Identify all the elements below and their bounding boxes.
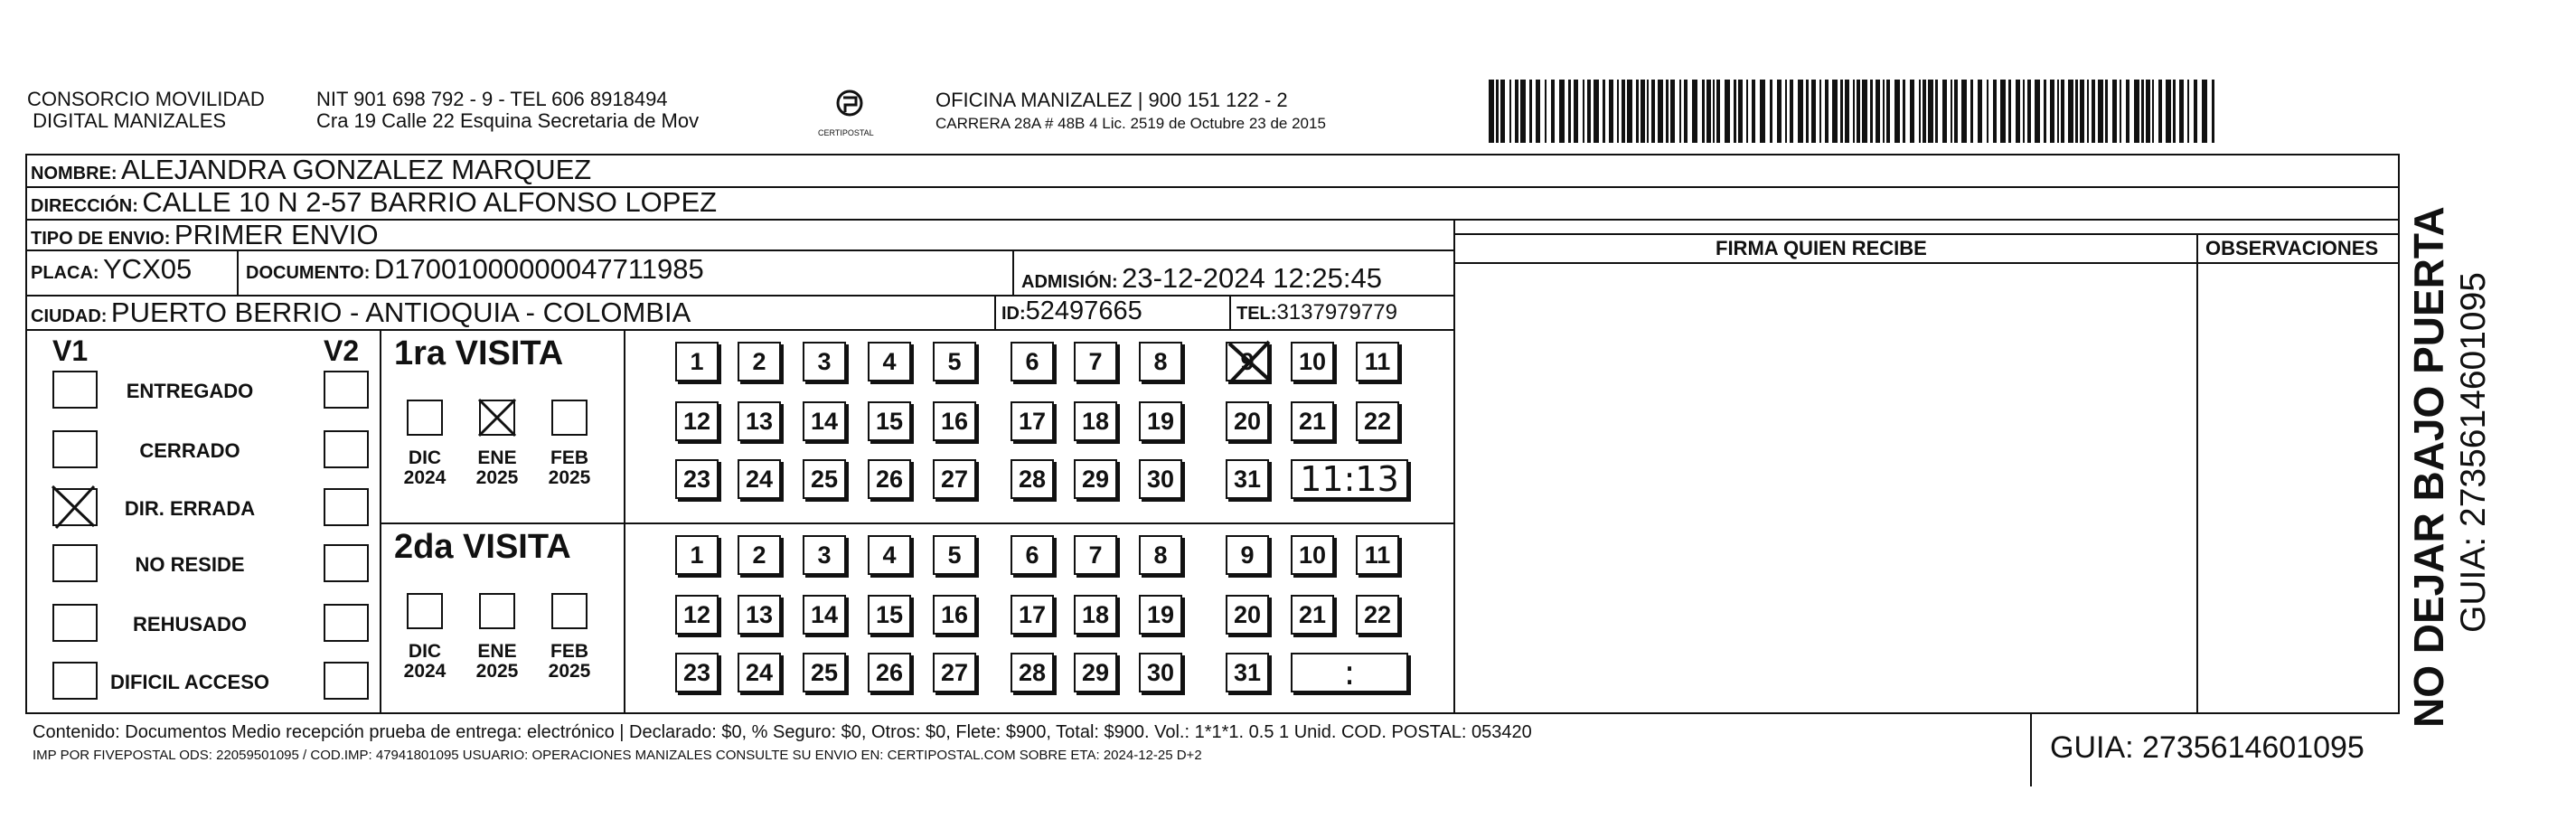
- rule: [25, 329, 1453, 331]
- day-box[interactable]: 19: [1139, 595, 1182, 635]
- day-box[interactable]: 16: [933, 401, 976, 441]
- id-field: [1001, 298, 1142, 325]
- barcode-bar: [1520, 80, 1526, 143]
- barcode-bar: [1894, 80, 1900, 143]
- barcode-bar: [2008, 80, 2011, 143]
- admision-field: [1021, 264, 1382, 292]
- barcode-bar: [1627, 80, 1632, 143]
- side-guia: GUIA: 2735614601095: [2454, 272, 2493, 633]
- status-label: NO RESIDE: [135, 553, 245, 576]
- placa-value: YCX05: [103, 253, 193, 285]
- barcode-bar: [1725, 80, 1730, 143]
- tipo-label: TIPO DE ENVIO:: [31, 229, 171, 249]
- barcode-bar: [1568, 80, 1571, 143]
- day-box[interactable]: 3: [803, 342, 846, 381]
- day-box[interactable]: 14: [803, 401, 846, 441]
- barcode-bar: [1870, 80, 1873, 143]
- admision-label: ADMISIÓN:: [1021, 272, 1118, 292]
- barcode-bar: [1825, 80, 1829, 143]
- rule: [2030, 714, 2032, 786]
- barcode-bar: [2023, 80, 2025, 143]
- company-name: CONSORCIO MOVILIDAD DIGITAL MANIZALES: [27, 88, 265, 132]
- barcode-bar: [2057, 80, 2059, 143]
- day-box[interactable]: 3: [803, 535, 846, 575]
- barcode-bar: [1961, 80, 1967, 143]
- day-box[interactable]: [1226, 342, 1269, 381]
- month-checkbox[interactable]: [479, 593, 515, 629]
- barcode: [1489, 80, 2221, 143]
- footer-guia: GUIA: 2735614601095: [2050, 730, 2364, 765]
- barcode-bar: [1551, 80, 1555, 143]
- day-box[interactable]: 21: [1291, 401, 1334, 441]
- barcode-bar: [1692, 80, 1697, 143]
- barcode-bar: [2050, 80, 2054, 143]
- status-label: REHUSADO: [133, 613, 247, 635]
- month-label: FEB 2025: [548, 641, 591, 682]
- barcode-bar: [1770, 80, 1772, 143]
- day-box[interactable]: 12: [675, 401, 719, 441]
- rule: [624, 329, 625, 712]
- ciudad-value: PUERTO BERRIO - ANTIOQUIA - COLOMBIA: [110, 297, 691, 328]
- day-box[interactable]: 18: [1074, 401, 1117, 441]
- barcode-bar: [1993, 80, 1997, 143]
- day-box[interactable]: 30: [1139, 653, 1182, 692]
- month-checkbox[interactable]: [407, 593, 443, 629]
- admision-value: 23-12-2024 12:25:45: [1122, 262, 1382, 294]
- status-label: DIR. ERRADA: [124, 497, 256, 520]
- barcode-bar: [2187, 80, 2189, 143]
- barcode-bar: [2027, 80, 2031, 143]
- documento-value: D17001000000047711985: [373, 253, 704, 285]
- barcode-bar: [1954, 80, 1958, 143]
- barcode-bar: [1942, 80, 1947, 143]
- day-box[interactable]: 23: [675, 459, 719, 499]
- barcode-bar: [2212, 80, 2214, 143]
- barcode-bar: [2000, 80, 2006, 143]
- day-box[interactable]: 29: [1074, 653, 1117, 692]
- barcode-bar: [1978, 80, 1982, 143]
- rule: [1453, 233, 2400, 235]
- day-box[interactable]: 19: [1139, 401, 1182, 441]
- day-box[interactable]: 28: [1011, 459, 1054, 499]
- barcode-bar: [1489, 80, 1494, 143]
- logo-text: CERTIPOSTAL: [818, 128, 874, 137]
- barcode-bar: [1785, 80, 1787, 143]
- barcode-bar: [1811, 80, 1816, 143]
- nombre-field: [31, 155, 591, 184]
- day-box[interactable]: 25: [803, 653, 846, 692]
- barcode-bar: [1935, 80, 1938, 143]
- nombre-label: NOMBRE:: [31, 164, 118, 184]
- barcode-bar: [2098, 80, 2103, 143]
- day-box[interactable]: 10: [1291, 342, 1334, 381]
- day-box[interactable]: 29: [1074, 459, 1117, 499]
- barcode-bar: [1777, 80, 1782, 143]
- day-box[interactable]: 17: [1011, 595, 1054, 635]
- barcode-bar: [1876, 80, 1880, 143]
- barcode-bar: [2035, 80, 2040, 143]
- tel-field: [1236, 302, 1397, 324]
- barcode-bar: [2202, 80, 2207, 143]
- barcode-bar: [1903, 80, 1905, 143]
- day-box[interactable]: 17: [1011, 401, 1054, 441]
- barcode-bar: [1923, 80, 1926, 143]
- time-field[interactable]: :: [1291, 653, 1408, 692]
- tipo-value: PRIMER ENVIO: [174, 219, 379, 250]
- barcode-bar: [1587, 80, 1591, 143]
- tel-value: 3137979779: [1276, 300, 1397, 325]
- barcode-bar: [2141, 80, 2144, 143]
- barcode-bar: [1536, 80, 1540, 143]
- v2-checkbox[interactable]: [324, 371, 369, 409]
- v2-label: V2: [324, 334, 360, 367]
- barcode-bar: [1509, 80, 1511, 143]
- barcode-bar: [1798, 80, 1803, 143]
- barcode-bar: [1734, 80, 1736, 143]
- barcode-bar: [2126, 80, 2129, 143]
- month-checkbox[interactable]: [551, 593, 588, 629]
- barcode-bar: [2194, 80, 2197, 143]
- day-box[interactable]: 21: [1291, 595, 1334, 635]
- placa-label: PLACA:: [31, 263, 99, 283]
- month-label: ENE 2025: [475, 641, 519, 682]
- barcode-bar: [1622, 80, 1625, 143]
- ciudad-field: [31, 298, 691, 326]
- rule: [1229, 295, 1231, 329]
- day-box[interactable]: 28: [1011, 653, 1054, 692]
- barcode-bar: [1760, 80, 1765, 143]
- barcode-bar: [2105, 80, 2108, 143]
- barcode-bar: [1790, 80, 1793, 143]
- day-box[interactable]: 10: [1291, 535, 1334, 575]
- day-box[interactable]: 1: [675, 535, 719, 575]
- barcode-bar: [1658, 80, 1663, 143]
- month-checkbox[interactable]: [479, 400, 515, 436]
- day-box[interactable]: 5: [933, 342, 976, 381]
- month-label: ENE 2025: [475, 447, 519, 488]
- day-box[interactable]: 16: [933, 595, 976, 635]
- barcode-bar: [1840, 80, 1843, 143]
- barcode-bar: [2134, 80, 2139, 143]
- tipo-field: [31, 221, 379, 249]
- status-label: ENTREGADO: [126, 380, 254, 402]
- firma-label: FIRMA QUIEN RECIBE: [1716, 237, 1927, 259]
- day-box[interactable]: 5: [933, 535, 976, 575]
- barcode-bar: [1738, 80, 1743, 143]
- day-box[interactable]: 27: [933, 653, 976, 692]
- day-box[interactable]: 1: [675, 342, 719, 381]
- barcode-bar: [1819, 80, 1821, 143]
- barcode-bar: [1862, 80, 1867, 143]
- barcode-bar: [1545, 80, 1547, 143]
- barcode-bar: [1706, 80, 1711, 143]
- barcode-bar: [1647, 80, 1649, 143]
- barcode-bar: [1716, 80, 1720, 143]
- day-box[interactable]: 6: [1011, 535, 1054, 575]
- day-box[interactable]: 15: [868, 595, 911, 635]
- barcode-bar: [1574, 80, 1578, 143]
- day-box[interactable]: 14: [803, 595, 846, 635]
- signature-area[interactable]: [1457, 266, 2195, 711]
- barcode-bar: [1609, 80, 1613, 143]
- rule: [380, 522, 1453, 524]
- barcode-bar: [2120, 80, 2121, 143]
- direccion-label: DIRECCIÓN:: [31, 196, 138, 216]
- rule: [380, 329, 381, 712]
- barcode-bar: [2173, 80, 2176, 143]
- barcode-bar: [1529, 80, 1532, 143]
- barcode-bar: [1928, 80, 1933, 143]
- barcode-bar: [2044, 80, 2046, 143]
- day-box[interactable]: 22: [1356, 595, 1399, 635]
- footer-contents: Contenido: Documentos Medio recepción prueba de entrega: electrónico | Declarado: $0, % Seguro: $0, Otros: $0, Flete: $900, Total: $900. Vol.: 1*1*1. 0.5 1 Unid. COD. POSTAL: 053420: [33, 722, 1532, 742]
- barcode-bar: [2068, 80, 2073, 143]
- barcode-bar: [1883, 80, 1885, 143]
- barcode-bar: [1500, 80, 1505, 143]
- month-label: DIC 2024: [403, 447, 447, 488]
- day-box[interactable]: 8: [1139, 535, 1182, 575]
- day-box[interactable]: 24: [738, 459, 781, 499]
- barcode-bar: [1845, 80, 1849, 143]
- rule: [1012, 249, 1014, 295]
- day-box[interactable]: 20: [1226, 401, 1269, 441]
- day-box[interactable]: 7: [1074, 535, 1117, 575]
- barcode-bar: [1603, 80, 1605, 143]
- month-label: DIC 2024: [403, 641, 447, 682]
- barcode-bar: [2061, 80, 2064, 143]
- barcode-bar: [2075, 80, 2078, 143]
- documento-field: [246, 255, 704, 283]
- barcode-bar: [2166, 80, 2171, 143]
- rule: [25, 712, 2400, 714]
- rule: [1453, 219, 1455, 712]
- day-box[interactable]: 31: [1226, 653, 1269, 692]
- barcode-bar: [1713, 80, 1715, 143]
- day-box[interactable]: 12: [675, 595, 719, 635]
- direccion-field: [31, 188, 717, 216]
- day-box[interactable]: 11: [1356, 342, 1399, 381]
- day-box[interactable]: 24: [738, 653, 781, 692]
- rule: [994, 295, 996, 329]
- month-checkbox[interactable]: [407, 400, 443, 436]
- barcode-bar: [1666, 80, 1669, 143]
- day-box[interactable]: 2: [738, 535, 781, 575]
- day-number: 9: [1240, 347, 1255, 375]
- rule: [237, 249, 239, 295]
- day-box[interactable]: 13: [738, 595, 781, 635]
- observations-area[interactable]: [2200, 266, 2398, 711]
- check-x-mark: [1224, 338, 1274, 385]
- day-box[interactable]: 9: [1226, 535, 1269, 575]
- month-checkbox[interactable]: [551, 400, 588, 436]
- day-box[interactable]: 18: [1074, 595, 1117, 635]
- barcode-bar: [2146, 80, 2150, 143]
- barcode-bar: [1641, 80, 1645, 143]
- v2-checkbox[interactable]: [324, 544, 369, 582]
- day-box[interactable]: 7: [1074, 342, 1117, 381]
- barcode-bar: [1832, 80, 1838, 143]
- id-value: 52497665: [1025, 297, 1142, 325]
- barcode-bar: [1806, 80, 1809, 143]
- barcode-bar: [1857, 80, 1860, 143]
- barcode-bar: [1702, 80, 1705, 143]
- barcode-bar: [1970, 80, 1973, 143]
- barcode-bar: [2016, 80, 2020, 143]
- barcode-bar: [1886, 80, 1890, 143]
- status-label: CERRADO: [139, 439, 240, 462]
- barcode-bar: [2080, 80, 2084, 143]
- day-box[interactable]: 26: [868, 459, 911, 499]
- day-box[interactable]: 30: [1139, 459, 1182, 499]
- day-box[interactable]: 20: [1226, 595, 1269, 635]
- day-box[interactable]: 4: [868, 342, 911, 381]
- tel-label: TEL:: [1236, 304, 1277, 324]
- rule: [1453, 262, 2400, 264]
- direccion-value: CALLE 10 N 2-57 BARRIO ALFONSO LOPEZ: [142, 186, 718, 218]
- day-box[interactable]: 26: [868, 653, 911, 692]
- day-box[interactable]: 4: [868, 535, 911, 575]
- barcode-bar: [1919, 80, 1921, 143]
- day-box[interactable]: 25: [803, 459, 846, 499]
- v2-checkbox[interactable]: [324, 430, 369, 468]
- footer-imp: IMP POR FIVEPOSTAL ODS: 22059501095 / COD.IMP: 47941801095 USUARIO: OPERACIONES MANIZALES CONSULTE SU ENVIO EN: CERTIPOSTAL.COM SOBRE ETA: 2024-12-25 D+2: [33, 748, 1202, 763]
- check-x-mark: [474, 394, 521, 441]
- barcode-bar: [1987, 80, 1988, 143]
- v2-checkbox[interactable]: [324, 662, 369, 700]
- barcode-bar: [1746, 80, 1748, 143]
- barcode-bar: [1679, 80, 1681, 143]
- observaciones-label: OBSERVACIONES: [2205, 237, 2379, 259]
- month-label: FEB 2025: [548, 447, 591, 488]
- v2-checkbox[interactable]: [324, 488, 369, 526]
- day-box[interactable]: 23: [675, 653, 719, 692]
- documento-label: DOCUMENTO:: [246, 263, 371, 283]
- rule: [25, 219, 2400, 221]
- barcode-bar: [1515, 80, 1518, 143]
- placa-field: [31, 255, 192, 283]
- barcode-bar: [1951, 80, 1952, 143]
- barcode-bar: [1910, 80, 1914, 143]
- rule: [2196, 233, 2198, 712]
- id-label: ID:: [1001, 304, 1026, 324]
- visit-title: 1ra VISITA: [394, 334, 564, 372]
- day-box[interactable]: 22: [1356, 401, 1399, 441]
- barcode-bar: [1853, 80, 1855, 143]
- day-box[interactable]: 11: [1356, 535, 1399, 575]
- day-box[interactable]: 8: [1139, 342, 1182, 381]
- day-box[interactable]: 6: [1011, 342, 1054, 381]
- barcode-bar: [1583, 80, 1584, 143]
- day-box[interactable]: 15: [868, 401, 911, 441]
- company-nit: NIT 901 698 792 - 9 - TEL 606 8918494 Cra 19 Calle 22 Esquina Secretaria de Mov: [316, 88, 700, 132]
- status-label: DIFICIL ACCESO: [109, 671, 269, 693]
- barcode-bar: [2158, 80, 2162, 143]
- barcode-bar: [1617, 80, 1619, 143]
- day-box[interactable]: 31: [1226, 459, 1269, 499]
- barcode-bar: [1559, 80, 1565, 143]
- barcode-bar: [1594, 80, 1599, 143]
- day-box[interactable]: 2: [738, 342, 781, 381]
- barcode-bar: [1670, 80, 1675, 143]
- barcode-bar: [2112, 80, 2117, 143]
- day-box[interactable]: 13: [738, 401, 781, 441]
- barcode-bar: [1636, 80, 1639, 143]
- office-address: CARRERA 28A # 48B 4 Lic. 2519 de Octubre 23 de 2015: [935, 115, 1326, 132]
- v1-label: V1: [52, 334, 89, 367]
- barcode-bar: [2092, 80, 2095, 143]
- barcode-bar: [1651, 80, 1655, 143]
- barcode-bar: [2152, 80, 2154, 143]
- visit-title: 2da VISITA: [394, 528, 571, 566]
- day-box[interactable]: 27: [933, 459, 976, 499]
- barcode-bar: [2179, 80, 2184, 143]
- v2-checkbox[interactable]: [324, 604, 369, 642]
- ciudad-label: CIUDAD:: [31, 306, 108, 326]
- barcode-bar: [2087, 80, 2089, 143]
- office-name: OFICINA MANIZALEZ | 900 151 122 - 2: [935, 89, 1288, 111]
- nombre-value: ALEJANDRA GONZALEZ MARQUEZ: [121, 154, 592, 185]
- side-warning: NO DEJAR BAJO PUERTA: [2405, 206, 2452, 728]
- time-field[interactable]: 11:13: [1291, 459, 1408, 499]
- barcode-bar: [1752, 80, 1755, 143]
- barcode-bar: [1684, 80, 1688, 143]
- barcode-bar: [1496, 80, 1499, 143]
